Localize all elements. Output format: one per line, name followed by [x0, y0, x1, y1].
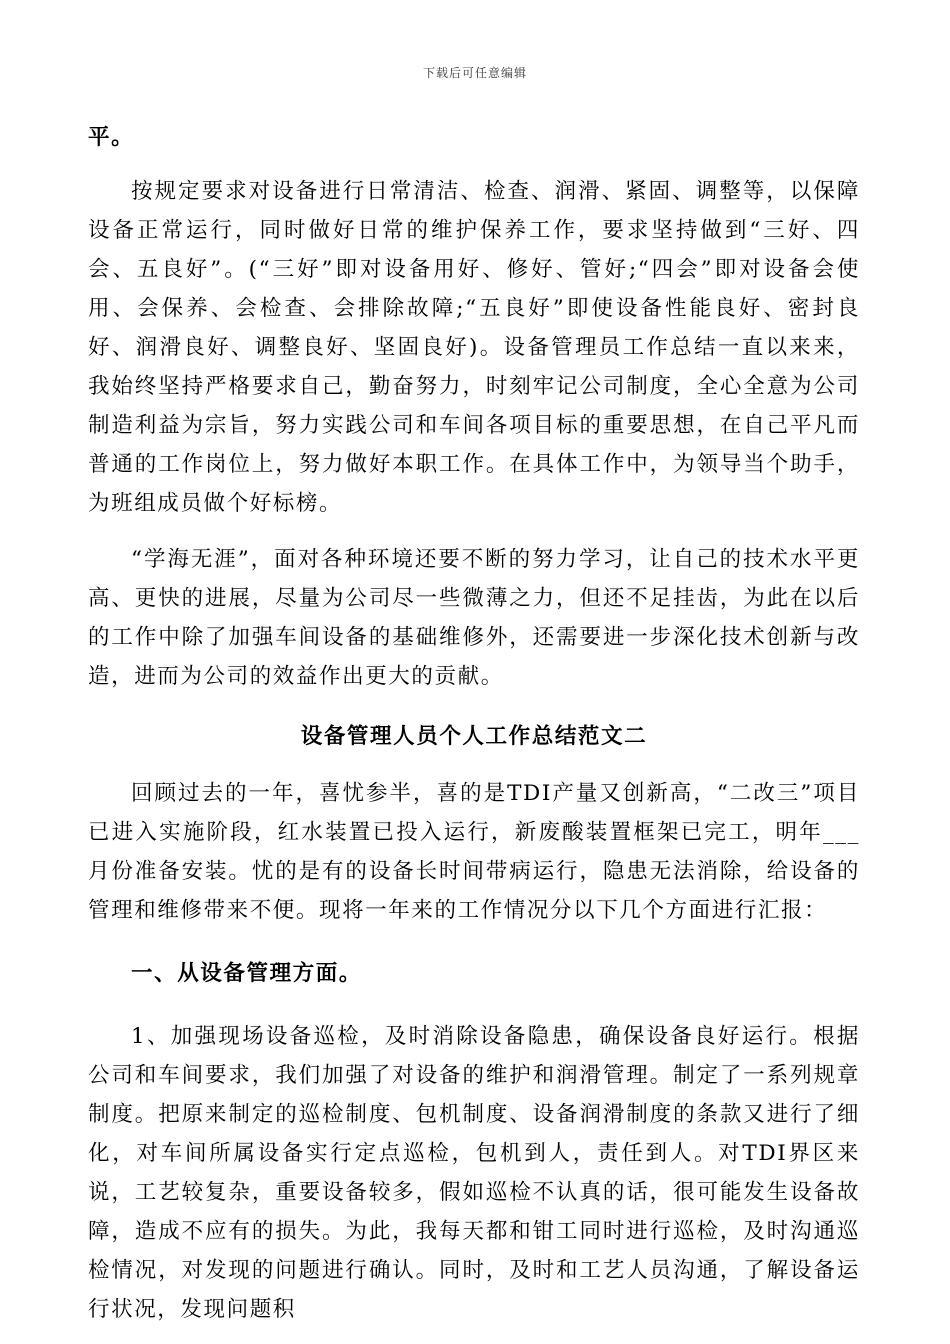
- paragraph-inspection: 1、加强现场设备巡检，及时消除设备隐患，确保设备良好运行。根据公司和车间要求，我们加强了对设备的维护和润滑管理。制定了一系列规章制度。把原来制定的巡检制度、包机制度、设备润滑制度的条款又进行了细化，对车间所属设备实行定点巡检，包机到人，责任到人。对TDI界区来说，工艺较复杂，重要设备较多，假如巡检不认真的话，很可能发生设备故障，造成不应有的损失。为此，我每天都和钳工同时进行巡检，及时沟通巡检情况，对发现的问题进行确认。同时，及时和工艺人员沟通，了解设备运行状况，发现问题积: [88, 1024, 860, 1322]
- paragraph-learning: “学海无涯”，面对各种环境还要不断的努力学习，让自己的技术水平更高、更快的进展，尽量为公司尽一些微薄之力，但还不足挂齿，为此在以后的工作中除了加强车间设备的基础维修外，还需要进一步深化技术创新与改造，进而为公司的效益作出更大的贡献。: [88, 547, 860, 689]
- section-heading-equipment-management: 一、从设备管理方面。: [131, 961, 363, 986]
- paragraph-review: 回顾过去的一年，喜忧参半，喜的是TDI产量又创新高，“二改三”项目已进入实施阶段，红水装置已投入运行，新废酸装置框架已完工，明年___月份准备安装。忧的是有的设备长时间带病运行，隐患无法消除，给设备的管理和维修带来不便。现将一年来的工作情况分以下几个方面进行汇报：: [88, 781, 860, 923]
- page-header: 下载后可任意编辑: [422, 66, 527, 80]
- section-title: 设备管理人员个人工作总结范文二: [300, 724, 648, 749]
- paragraph-maintenance: 按规定要求对设备进行日常清洁、检查、润滑、紧固、调整等，以保障设备正常运行，同时做好日常的维护保养工作，要求坚持做到“三好、四会、五良好”。(“三好”即对设备用好、修好、管好;“四会”即对设备会使用、会保养、会检查、会排除故障;“五良好”即使设备性能良好、密封良好、润滑良好、调整良好、坚固良好)。设备管理员工作总结一直以来来，我始终坚持严格要求自己，勤奋努力，时刻牢记公司制度，全心全意为公司制造利益为宗旨，努力实践公司和车间各项目标的重要思想，在自己平凡而普通的工作岗位上，努力做好本职工作。在具体工作中，为领导当个助手，为班组成员做个好标榜。: [88, 179, 860, 516]
- continued-text: 平。: [88, 125, 135, 150]
- document-body: [88, 118, 860, 1329]
